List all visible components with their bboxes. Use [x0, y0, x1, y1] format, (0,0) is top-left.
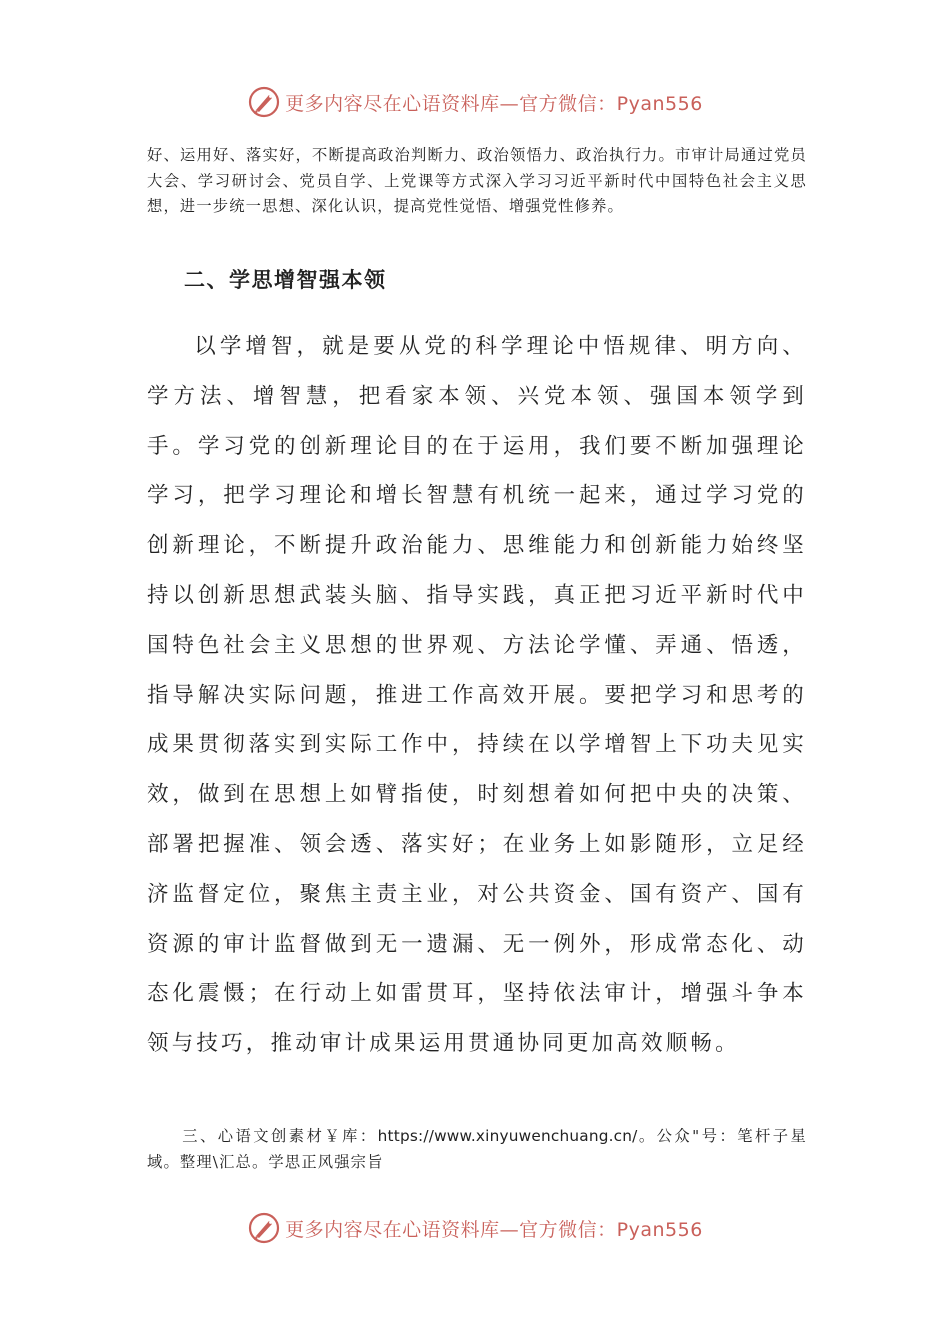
banner-text	[285, 1215, 703, 1242]
header-banner	[0, 82, 950, 122]
footer-suffix: 。公众"号：笔杆子星域。整理\汇总。学思正风强宗旨	[147, 1127, 807, 1171]
pen-logo-icon	[247, 1211, 281, 1245]
banner-wechat-id: Pyan556	[616, 1218, 703, 1241]
footer-paragraph	[147, 1124, 807, 1175]
intro-paragraph: 好、运用好、落实好，不断提高政治判断力、政治领悟力、政治执行力。市审计局通过党员大会、学习研讨会、党员自学、上党课等方式深入学习习近平新时代中国特色社会主义思想，进一步统一思想、深化认识，提高党性觉悟、增强党性修养。	[147, 146, 807, 215]
footer-prefix: 三、心语文创素材￥库：	[182, 1127, 378, 1145]
banner-label: 更多内容尽在心语资料库—官方微信：	[285, 92, 617, 115]
footer-url: https://www.xinyuwenchuang.cn/	[377, 1127, 638, 1145]
banner-wechat-id: Pyan556	[616, 92, 703, 115]
body-paragraph: 以学增智，就是要从党的科学理论中悟规律、明方向、学方法、增智慧，把看家本领、兴党本领、强国本领学到手。学习党的创新理论目的在于运用，我们要不断加强理论学习，把学习理论和增长智慧有机统一起来，通过学习党的创新理论，不断提升政治能力、思维能力和创新能力始终坚持以创新思想武装头脑、指导实践，真正把习近平新时代中国特色社会主义思想的世界观、方法论学懂、弄通、悟透，指导解决实际问题，推进工作高效开展。要把学习和思考的成果贯彻落实到实际工作中，持续在以学增智上下功夫见实效，做到在思想上如臂指使，时刻想着如何把中央的决策、部署把握准、领会透、落实好；在业务上如影随形，立足经济监督定位，聚焦主责主业，对公共资金、国有资产、国有资源的审计监督做到无一遗漏、无一例外，形成常态化、动态化震慑；在行动上如雷贯耳，坚持依法审计，增强斗争本领与技巧，推动审计成果运用贯通协同更加高效顺畅。	[147, 334, 807, 1057]
banner-label: 更多内容尽在心语资料库—官方微信：	[285, 1218, 617, 1241]
pen-logo-icon	[247, 85, 281, 119]
banner-text	[285, 89, 703, 116]
section-heading: 二、学思增智强本领	[184, 268, 387, 292]
footer-banner	[0, 1208, 950, 1248]
